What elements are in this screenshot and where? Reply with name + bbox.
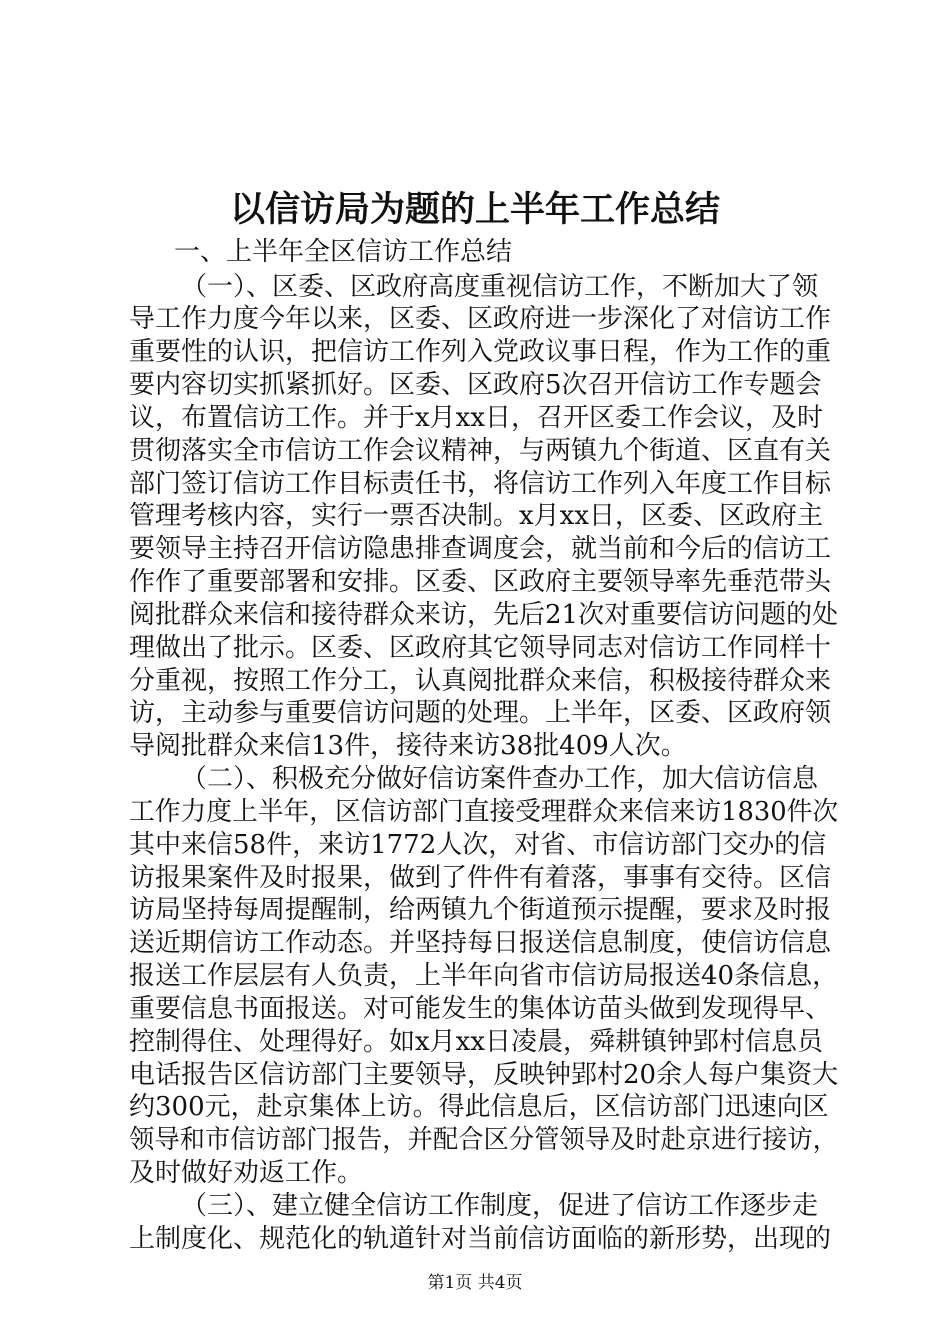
paragraph-line: 上制度化、规范化的轨道针对当前信访面临的新形势，出现的 [129,1224,832,1254]
paragraph-line: 导工作力度今年以来，区委、区政府进一步深化了对信访工作 [129,304,832,334]
page-title: 以信访局为题的上半年工作总结 [229,189,720,230]
paragraph-line: 重要信息书面报送。对可能发生的集体访苗头做到发现得早、 [129,994,832,1024]
page-footer: 第1页 共4页 [427,1273,523,1293]
paragraph-line: 部门签订信访工作目标责任书，将信访工作列入年度工作目标 [129,469,832,499]
paragraph-line: 及时做好劝返工作。 [129,1158,364,1188]
section-heading: 一、上半年全区信访工作总结 [174,237,513,267]
paragraph-line: 访报果案件及时报果，做到了件件有着落，事事有交待。区信 [129,863,832,893]
paragraph-line: 送近期信访工作动态。并坚持每日报送信息制度，使信访信息 [129,928,832,958]
paragraph-line: （三）、建立健全信访工作制度，促进了信访工作逐步走 [181,1191,819,1221]
paragraph-line: 管理考核内容，实行一票否决制。x月xx日，区委、区政府主 [129,501,823,531]
paragraph-line: 导阅批群众来信13件，接待来访38批409人次。 [129,731,687,761]
paragraph-line: 访，主动参与重要信访问题的处理。上半年，区委、区政府领 [129,698,832,728]
paragraph-line: 作作了重要部署和安排。区委、区政府主要领导率先垂范带头 [129,567,832,597]
paragraph-line: 议，布置信访工作。并于x月xx日，召开区委工作会议，及时 [129,403,823,433]
paragraph-line: （一）、区委、区政府高度重视信访工作，不断加大了领 [181,272,819,302]
paragraph-line: 访局坚持每周提醒制，给两镇九个街道预示提醒，要求及时报 [129,895,832,925]
paragraph-line: 领导和市信访部门报告，并配合区分管领导及时赴京进行接访， [129,1125,839,1155]
paragraph-line: 贯彻落实全市信访工作会议精神，与两镇九个街道、区直有关 [129,436,832,466]
paragraph-line: 理做出了批示。区委、区政府其它领导同志对信访工作同样十 [129,633,832,663]
paragraph-line: 分重视，按照工作分工，认真阅批群众来信，积极接待群众来 [129,666,832,696]
paragraph-line: 控制得住、处理得好。如x月xx日凌晨，舜耕镇钟郢村信息员 [129,1027,823,1057]
paragraph-line: 电话报告区信访部门主要领导，反映钟郢村20余人每户集资大 [129,1060,839,1090]
paragraph-line: （二）、积极充分做好信访案件查办工作，加大信访信息 [181,764,819,794]
paragraph-line: 阅批群众来信和接待群众来访，先后21次对重要信访问题的处 [129,600,839,630]
paragraph-line: 工作力度上半年，区信访部门直接受理群众来信来访1830件次 [129,797,839,827]
paragraph-line: 重要性的认识，把信访工作列入党政议事日程，作为工作的重 [129,337,832,367]
paragraph-line: 要领导主持召开信访隐患排查调度会，就当前和今后的信访工 [129,534,832,564]
paragraph-line: 要内容切实抓紧抓好。区委、区政府5次召开信访工作专题会 [129,370,822,400]
paragraph-line: 约300元，赴京集体上访。得此信息后，区信访部门迅速向区 [129,1092,829,1122]
paragraph-line: 报送工作层层有人负责，上半年向省市信访局报送40条信息， [129,961,839,991]
paragraph-line: 其中来信58件，来访1772人次，对省、市信访部门交办的信 [129,830,827,860]
